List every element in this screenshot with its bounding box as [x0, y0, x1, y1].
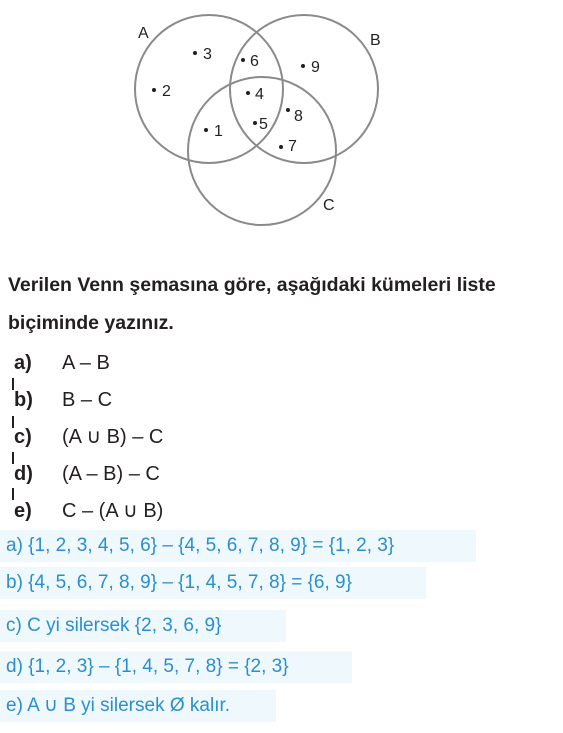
- question-label: a): [14, 352, 32, 374]
- svg-text:6: 6: [250, 53, 259, 70]
- question-label: b): [14, 389, 33, 411]
- svg-text:7: 7: [288, 138, 297, 155]
- margin-mark: [12, 452, 14, 464]
- element-1: [204, 123, 223, 140]
- margin-mark: [12, 416, 14, 428]
- answer-b: b) {4, 5, 6, 7, 8, 9} – {1, 4, 5, 7, 8} = {6, 9}: [0, 567, 426, 599]
- question-text: B – C: [62, 389, 113, 411]
- question-label: d): [14, 463, 33, 485]
- svg-text:2: 2: [162, 83, 171, 100]
- svg-text:4: 4: [255, 86, 264, 103]
- set-a-label: A: [138, 25, 149, 42]
- margin-mark: [12, 378, 14, 390]
- venn-diagram: [0, 0, 563, 262]
- element-5: [253, 116, 268, 133]
- element-4: [246, 86, 264, 103]
- answer-d: d) {1, 2, 3} – {1, 4, 5, 7, 8} = {2, 3}: [0, 651, 352, 683]
- element-2: [152, 83, 171, 100]
- svg-text:9: 9: [311, 59, 320, 76]
- instruction-text: Verilen Venn şemasına göre, aşağıdaki kümeleri liste biçiminde yazınız.: [8, 274, 496, 334]
- svg-text:5: 5: [259, 116, 268, 133]
- svg-text:3: 3: [203, 46, 212, 63]
- svg-text:1: 1: [214, 123, 223, 140]
- question-c: [14, 419, 163, 456]
- set-b-label: B: [370, 32, 381, 49]
- element-9: [301, 59, 320, 76]
- question-b: [14, 382, 163, 419]
- set-c-label: C: [323, 197, 335, 214]
- question-text: C – (A ∪ B): [62, 500, 164, 522]
- question-text: (A ∪ B) – C: [62, 426, 164, 448]
- margin-mark: [12, 488, 14, 500]
- question-e: [14, 493, 163, 530]
- answer-a: a) {1, 2, 3, 4, 5, 6} – {4, 5, 6, 7, 8, 9} = {1, 2, 3}: [0, 530, 476, 562]
- element-7: [279, 138, 297, 155]
- element-3: [193, 46, 212, 63]
- answer-c: c) C yi silersek {2, 3, 6, 9}: [0, 610, 286, 642]
- question-label: c): [14, 426, 32, 448]
- question-text: A – B: [62, 352, 110, 374]
- question-d: [14, 456, 163, 493]
- answer-e: e) A ∪ B yi silersek Ø kalır.: [0, 690, 276, 722]
- question-text: (A – B) – C: [62, 463, 160, 485]
- question-a: [14, 345, 163, 382]
- svg-text:8: 8: [294, 108, 303, 125]
- question-list: [14, 345, 163, 530]
- element-8: [286, 108, 303, 125]
- question-label: e): [14, 500, 32, 522]
- element-6: [241, 53, 259, 70]
